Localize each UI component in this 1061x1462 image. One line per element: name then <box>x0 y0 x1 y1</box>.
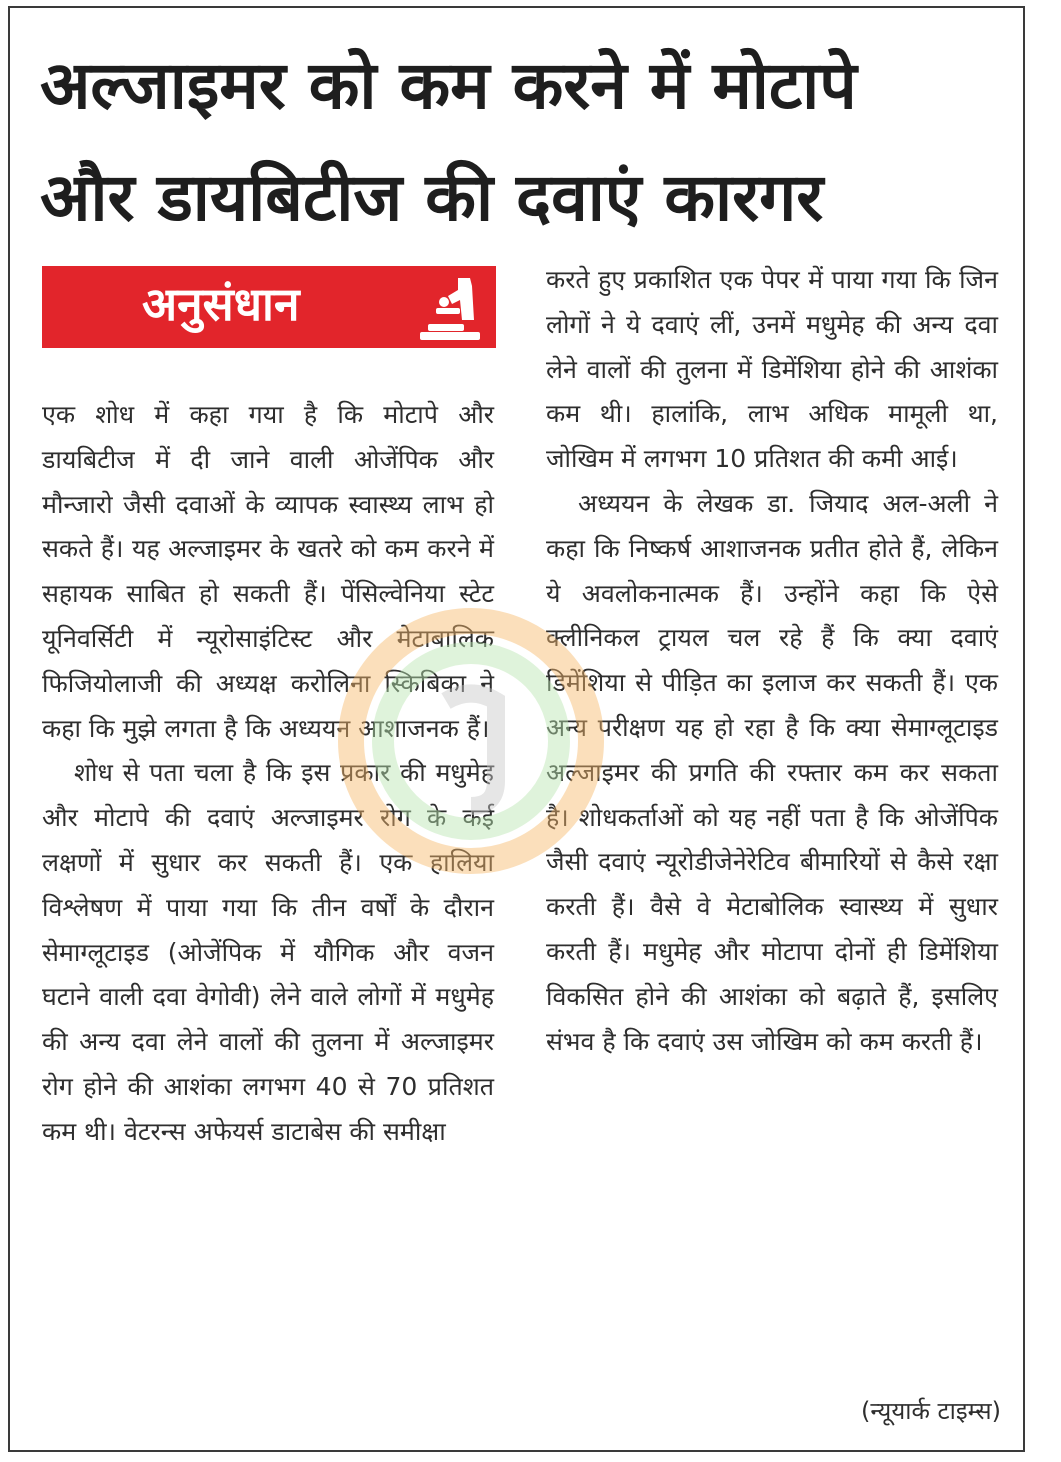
source-credit: (न्यूयार्क टाइम्स) <box>860 1397 1001 1425</box>
section-label: अनुसंधान <box>142 277 300 331</box>
newspaper-clipping <box>8 6 1025 1452</box>
paragraph: शोध से पता चला है कि इस प्रकार की मधुमेह और मोटापे की दवाएं अल्जाइमर रोग के कई लक्षणों में सुधार कर सकती हैं। एक हालिया विश्लेषण में पाया गया कि तीन वर्षों के दौरान सेमाग्लूटाइड (ओजेंपिक में यौगिक और वजन घटाने वाली दवा वेगोवी) लेने वाले लोगों में मधुमेह की अन्य दवा लेने वालों की तुलना में अल्जाइमर रोग होने की आशंका लगभग 40 से 70 प्रतिशत कम थी। वेटरन्स अफेयर्स डाटाबेस की समीक्षा <box>42 758 494 1146</box>
section-banner <box>42 266 496 348</box>
headline <box>40 30 1000 254</box>
headline-line-2: और डायबिटीज की दवाएं कारगर <box>40 159 824 236</box>
article-column-left <box>42 393 494 1155</box>
paragraph: अध्ययन के लेखक डा. जियाद अल-अली ने कहा कि निष्कर्ष आशाजनक प्रतीत होते हैं, लेकिन ये अवलोकनात्मक हैं। उन्होंने कहा कि ऐसे क्लीनिकल ट्रायल चल रहे हैं कि क्या दवाएं डिमेंशिया से पीड़ित का इलाज कर सकती हैं। एक अन्य परीक्षण यह हो रहा है कि क्या सेमाग्लूटाइड अल्जाइमर की प्रगति की रफ्तार कम कर सकता है। शोधकर्ताओं को यह नहीं पता है कि ओजेंपिक जैसी दवाएं न्यूरोडीजेनेरेटिव बीमारियों से कैसे रक्षा करती हैं। वैसे वे मेटाबोलिक स्वास्थ्य में सुधार करती हैं। मधुमेह और मोटापा दोनों ही डिमेंशिया विकसित होने की आशंका को बढ़ाते हैं, इसलिए संभव है कि दवाएं उस जोखिम को कम करती हैं। <box>546 488 998 1056</box>
headline-line-1: अल्जाइमर को कम करने में मोटापे <box>40 47 857 124</box>
paragraph: एक शोध में कहा गया है कि मोटापे और डायबिटीज में दी जाने वाली ओजेंपिक और मौन्जारो जैसी दवाओं के व्यापक स्वास्थ्य लाभ हो सकते हैं। यह अल्जाइमर के खतरे को कम करने में सहायक साबित हो सकती हैं। पेंसिल्वेनिया स्टेट यूनिवर्सिटी में न्यूरोसाइंटिस्ट और मेटाबालिक फिजियोलाजी की अध्यक्ष करोलिना स्किबिका ने कहा कि मुझे लगता है कि अध्ययन आशाजनक हैं। <box>42 400 494 743</box>
paragraph: करते हुए प्रकाशित एक पेपर में पाया गया कि जिन लोगों ने ये दवाएं लीं, उनमें मधुमेह की अन्य दवा लेने वालों की तुलना में डिमेंशिया होने की आशंका कम थी। हालांकि, लाभ अधिक मामूली था, जोखिम में लगभग 10 प्रतिशत की कमी आई। <box>546 265 998 474</box>
microscope-icon <box>414 272 486 342</box>
article-column-right <box>546 258 998 1064</box>
